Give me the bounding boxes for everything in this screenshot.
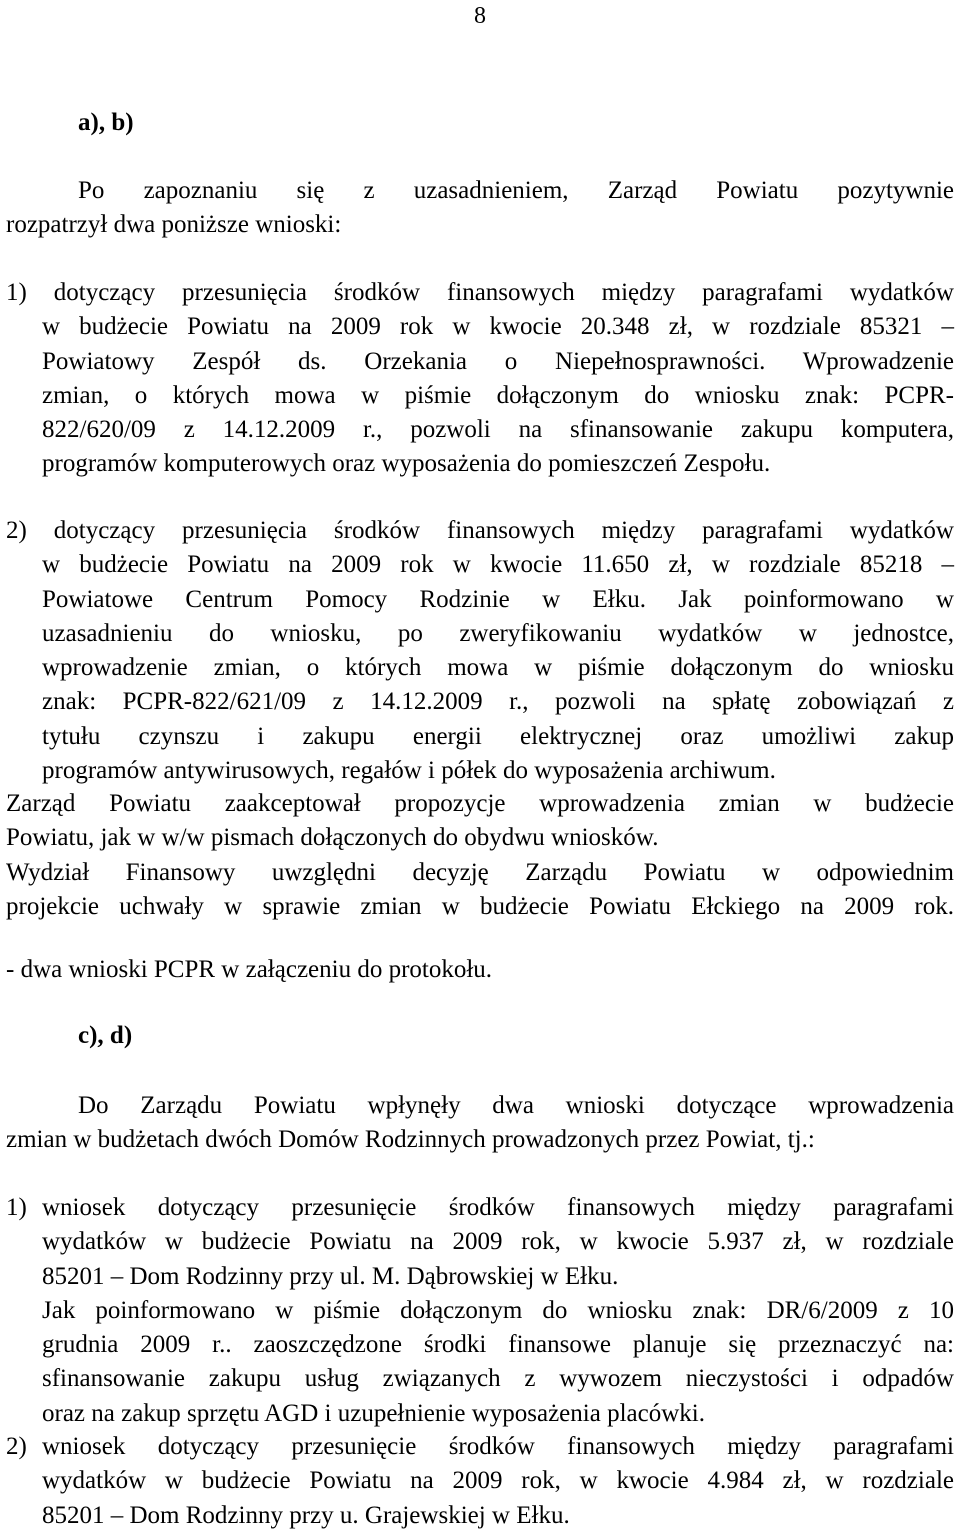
list-text: dotyczący przesunięcia środków finansowych między paragrafami wydatków [53, 517, 954, 544]
text-line: projekcie uchwały w sprawie zmian w budżecie Powiatu Ełckiego na 2009 rok. [6, 893, 954, 921]
list-item-ab-1 [6, 276, 954, 310]
text-line: Zarząd Powiatu zaakceptował propozycje wprowadzenia zmian w budżecie [6, 790, 954, 817]
list-item-ab-1-body [42, 310, 954, 481]
list-number: 1) [6, 279, 27, 306]
attachment-note [6, 953, 954, 987]
text-line: zmian w budżetach dwóch Domów Rodzinnych prowadzonych przez Powiat, tj.: [6, 1126, 815, 1154]
text-line: uzasadnieniu do wniosku, po zweryfikowaniu wydatków w jednostce, [42, 619, 954, 647]
text-line [6, 514, 954, 548]
list-item-ab-2 [6, 514, 954, 548]
page-number: 8 [474, 3, 486, 29]
text-line: tytułu czynszu i zakupu energii elektrycznej oraz umożliwi zakup [42, 722, 954, 750]
list-number: 2) [6, 517, 27, 544]
text-line: zmian, o których mowa w piśmie dołączonym do wniosku znak: PCPR- [42, 381, 954, 409]
list-item-cd-1 [42, 1191, 954, 1431]
accept-paragraph [6, 787, 954, 856]
text-line: Jak poinformowano w piśmie dołączonym do wniosku znak: DR/6/2009 z 10 [42, 1296, 954, 1324]
text-line: Powiatowe Centrum Pomocy Rodzinie w Ełku. Jak poinformowano w [42, 585, 954, 613]
intro-paragraph-ab [6, 174, 954, 243]
text-line: 85201 – Dom Rodzinny przy u. Grajewskiej w Ełku. [42, 1501, 570, 1529]
list-item-cd-2 [42, 1430, 954, 1533]
text-line: Powiatowy Zespół ds. Orzekania o Niepełnosprawności. Wprowadzenie [42, 347, 954, 375]
text-line: wydatków w budżecie Powiatu na 2009 rok, w kwocie 4.984 zł, w rozdziale [42, 1467, 954, 1495]
section-heading-ab: a), b) [78, 109, 134, 136]
finance-paragraph [6, 856, 954, 925]
text-line: w budżecie Powiatu na 2009 rok w kwocie 20.348 zł, w rozdziale 85321 – [42, 313, 954, 341]
text-line: Wydział Finansowy uwzględni decyzję Zarządu Powiatu w odpowiednim [6, 859, 954, 886]
text-line: wniosek dotyczący przesunięcie środków finansowych między paragrafami [42, 1433, 954, 1460]
text-line [6, 276, 954, 310]
text-line: Po zapoznaniu się z uzasadnieniem, Zarząd Powiatu pozytywnie [78, 177, 954, 204]
text-line: 822/620/09 z 14.12.2009 r., pozwoli na sfinansowanie zakupu komputera, [42, 416, 954, 444]
text-line: rozpatrzył dwa poniższe wnioski: [6, 211, 342, 239]
text-line: w budżecie Powiatu na 2009 rok w kwocie 11.650 zł, w rozdziale 85218 – [42, 551, 954, 579]
text-line: wprowadzenie zmian, o których mowa w piśmie dołączonym do wniosku [42, 654, 954, 682]
text-line: znak: PCPR-822/621/09 z 14.12.2009 r., pozwoli na spłatę zobowiązań z [42, 688, 954, 716]
text-line: wydatków w budżecie Powiatu na 2009 rok, w kwocie 5.937 zł, w rozdziale [42, 1228, 954, 1256]
text-line: - dwa wnioski PCPR w załączeniu do protokołu. [6, 956, 493, 983]
section-heading-cd: c), d) [78, 1022, 133, 1049]
text-line: sfinansowanie zakupu usług związanych z wywozem nieczystości i odpadów [42, 1365, 954, 1393]
text-line: Powiatu, jak w w/w pismach dołączonych do obydwu wniosków. [6, 824, 659, 852]
text-line: grudnia 2009 r.. zaoszczędzone środki finansowe planuje się przeznaczyć na: [42, 1331, 954, 1359]
text-line: Do Zarządu Powiatu wpłynęły dwa wnioski dotyczące wprowadzenia [78, 1092, 954, 1119]
text-line: programów antywirusowych, regałów i półek do wyposażenia archiwum. [42, 757, 776, 785]
text-line: oraz na zakup sprzętu AGD i uzupełnienie wyposażenia placówki. [42, 1399, 705, 1427]
list-text: dotyczący przesunięcia środków finansowych między paragrafami wydatków [53, 279, 954, 306]
text-line: 85201 – Dom Rodzinny przy ul. M. Dąbrowskiej w Ełku. [42, 1262, 619, 1290]
text-line: wniosek dotyczący przesunięcie środków finansowych między paragrafami [42, 1194, 954, 1221]
list-number: 2) [6, 1433, 27, 1460]
list-item-ab-2-body [42, 548, 954, 788]
intro-paragraph-cd [6, 1089, 954, 1158]
list-number: 1) [6, 1194, 27, 1221]
text-line: programów komputerowych oraz wyposażenia do pomieszczeń Zespołu. [42, 450, 771, 478]
